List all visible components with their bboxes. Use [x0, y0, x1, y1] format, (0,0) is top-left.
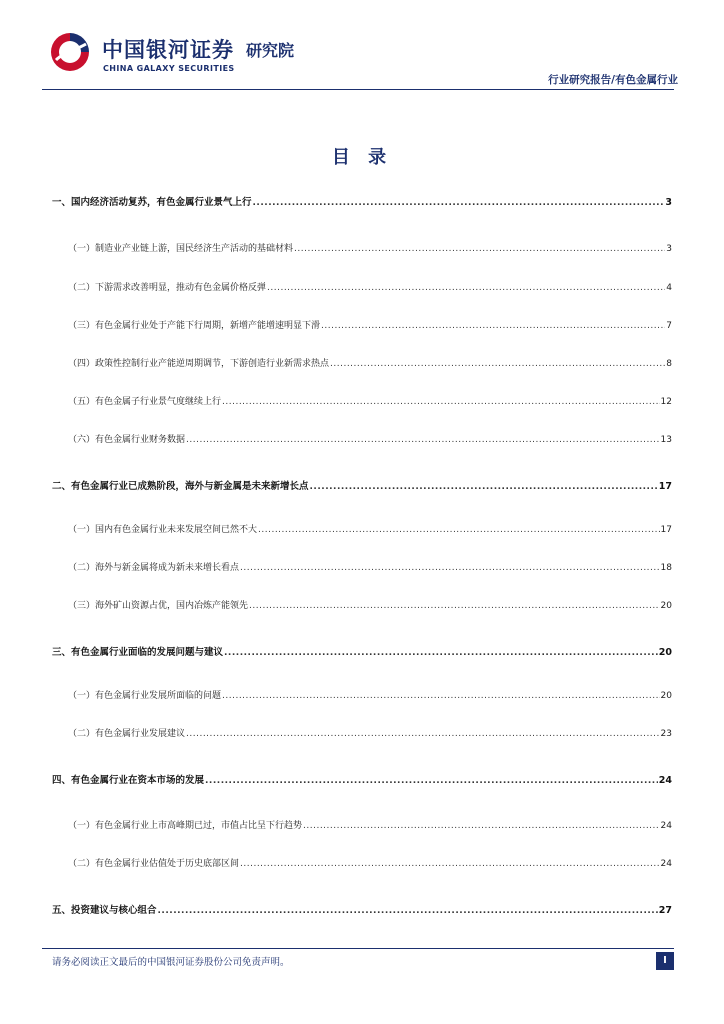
- toc-entry[interactable]: [52, 522, 672, 535]
- toc-leader-dots: [240, 563, 660, 573]
- toc-leader-dots: [321, 321, 665, 331]
- toc-entry[interactable]: [52, 356, 672, 369]
- toc-entry-label: （二）有色金属行业估值处于历史底部区间: [68, 859, 240, 869]
- toc-leader-dots: [249, 601, 660, 611]
- toc-entry-page: 27: [658, 905, 672, 916]
- toc-entry-label: 五、投资建议与核心组合: [52, 905, 157, 916]
- toc-entry[interactable]: [52, 318, 672, 331]
- toc-entry[interactable]: [52, 432, 672, 445]
- toc-entry[interactable]: [52, 598, 672, 611]
- toc-entry-page: 3: [666, 244, 672, 254]
- toc-entry[interactable]: [52, 194, 672, 208]
- logo-chinese-name: 中国银河证券: [102, 38, 234, 62]
- company-logo: [30, 22, 315, 82]
- toc-entry-label: 三、有色金属行业面临的发展问题与建议: [52, 647, 224, 658]
- toc-entry-page: 20: [660, 601, 672, 611]
- toc-entry[interactable]: [52, 772, 672, 786]
- toc-leader-dots: [258, 525, 660, 535]
- toc-leader-dots: [330, 359, 665, 369]
- toc-title: 目 录: [331, 147, 393, 168]
- toc-entry[interactable]: [52, 478, 672, 492]
- toc-entry-page: 17: [660, 525, 672, 535]
- toc-leader-dots: [310, 481, 658, 492]
- toc-entry-page: 8: [666, 359, 672, 369]
- toc-leader-dots: [303, 821, 660, 831]
- toc-entry-page: 7: [666, 321, 672, 331]
- toc-leader-dots: [222, 397, 660, 407]
- toc-leader-dots: [253, 197, 665, 208]
- toc-leader-dots: [186, 435, 660, 445]
- toc-entry-label: （一）有色金属行业发展所面临的问题: [68, 691, 222, 701]
- toc-entry-label: （三）海外矿山资源占优，国内冶炼产能领先: [68, 601, 249, 611]
- toc-leader-dots: [205, 775, 658, 786]
- toc-entry-label: （一）有色金属行业上市高峰期已过，市值占比呈下行趋势: [68, 821, 303, 831]
- toc-entry[interactable]: [52, 560, 672, 573]
- toc-entry-label: 一、国内经济活动复苏，有色金属行业景气上行: [52, 197, 252, 208]
- toc-entry-label: （三）有色金属行业处于产能下行周期，新增产能增速明显下滑: [68, 321, 321, 331]
- logo-english-name: CHINA GALAXY SECURITIES: [103, 64, 235, 73]
- toc-leader-dots: [240, 859, 660, 869]
- toc-entry-page: 17: [658, 481, 672, 492]
- toc-entry[interactable]: [52, 726, 672, 739]
- toc-entry-label: （一）制造业产业链上游，国民经济生产活动的基础材料: [68, 244, 294, 254]
- toc-entry-page: 20: [658, 647, 672, 658]
- page-header: [30, 22, 680, 92]
- toc-entry-page: 13: [660, 435, 672, 445]
- header-divider: [42, 89, 674, 90]
- page-number: I: [656, 952, 674, 970]
- toc-leader-dots: [224, 647, 658, 658]
- toc-leader-dots: [294, 244, 665, 254]
- toc-entry-page: 24: [660, 859, 672, 869]
- toc-entry-label: 二、有色金属行业已成熟阶段，海外与新金属是未来新增长点: [52, 481, 309, 492]
- toc-entry[interactable]: [52, 644, 672, 658]
- toc-leader-dots: [158, 905, 658, 916]
- toc-entry-label: （四）政策性控制行业产能逆周期调节，下游创造行业新需求热点: [68, 359, 330, 369]
- toc-entry-label: （二）下游需求改善明显，推动有色金属价格反弹: [68, 283, 267, 293]
- toc-entry-page: 3: [665, 197, 672, 208]
- toc-leader-dots: [267, 283, 665, 293]
- toc-leader-dots: [186, 729, 660, 739]
- toc-entry[interactable]: [52, 688, 672, 701]
- galaxy-logo-icon: [48, 30, 92, 74]
- toc-entry[interactable]: [52, 241, 672, 254]
- toc-entry[interactable]: [52, 856, 672, 869]
- disclaimer-note: 请务必阅读正文最后的中国银河证券股份公司免责声明。: [52, 957, 290, 968]
- toc-entry-page: 4: [666, 283, 672, 293]
- footer-divider: [42, 948, 674, 949]
- logo-research-institute: 研究院: [246, 41, 295, 60]
- toc-entry-label: （六）有色金属行业财务数据: [68, 435, 186, 445]
- toc-entry[interactable]: [52, 394, 672, 407]
- toc-leader-dots: [222, 691, 660, 701]
- toc-entry-label: （二）有色金属行业发展建议: [68, 729, 186, 739]
- toc-entry-page: 12: [660, 397, 672, 407]
- toc-entry-page: 24: [658, 775, 672, 786]
- toc-entry-label: （一）国内有色金属行业未来发展空间已然不大: [68, 525, 258, 535]
- toc-entry[interactable]: [52, 818, 672, 831]
- toc-entry-page: 18: [660, 563, 672, 573]
- toc-entry-page: 23: [660, 729, 672, 739]
- toc-entry-page: 20: [660, 691, 672, 701]
- toc-entry[interactable]: [52, 902, 672, 916]
- toc-entry[interactable]: [52, 280, 672, 293]
- toc-entry-label: （五）有色金属子行业景气度继续上行: [68, 397, 222, 407]
- toc-entry-label: 四、有色金属行业在资本市场的发展: [52, 775, 205, 786]
- toc-entry-page: 24: [660, 821, 672, 831]
- report-category: 行业研究报告/有色金属行业: [548, 74, 678, 86]
- toc-entry-label: （二）海外与新金属将成为新未来增长看点: [68, 563, 240, 573]
